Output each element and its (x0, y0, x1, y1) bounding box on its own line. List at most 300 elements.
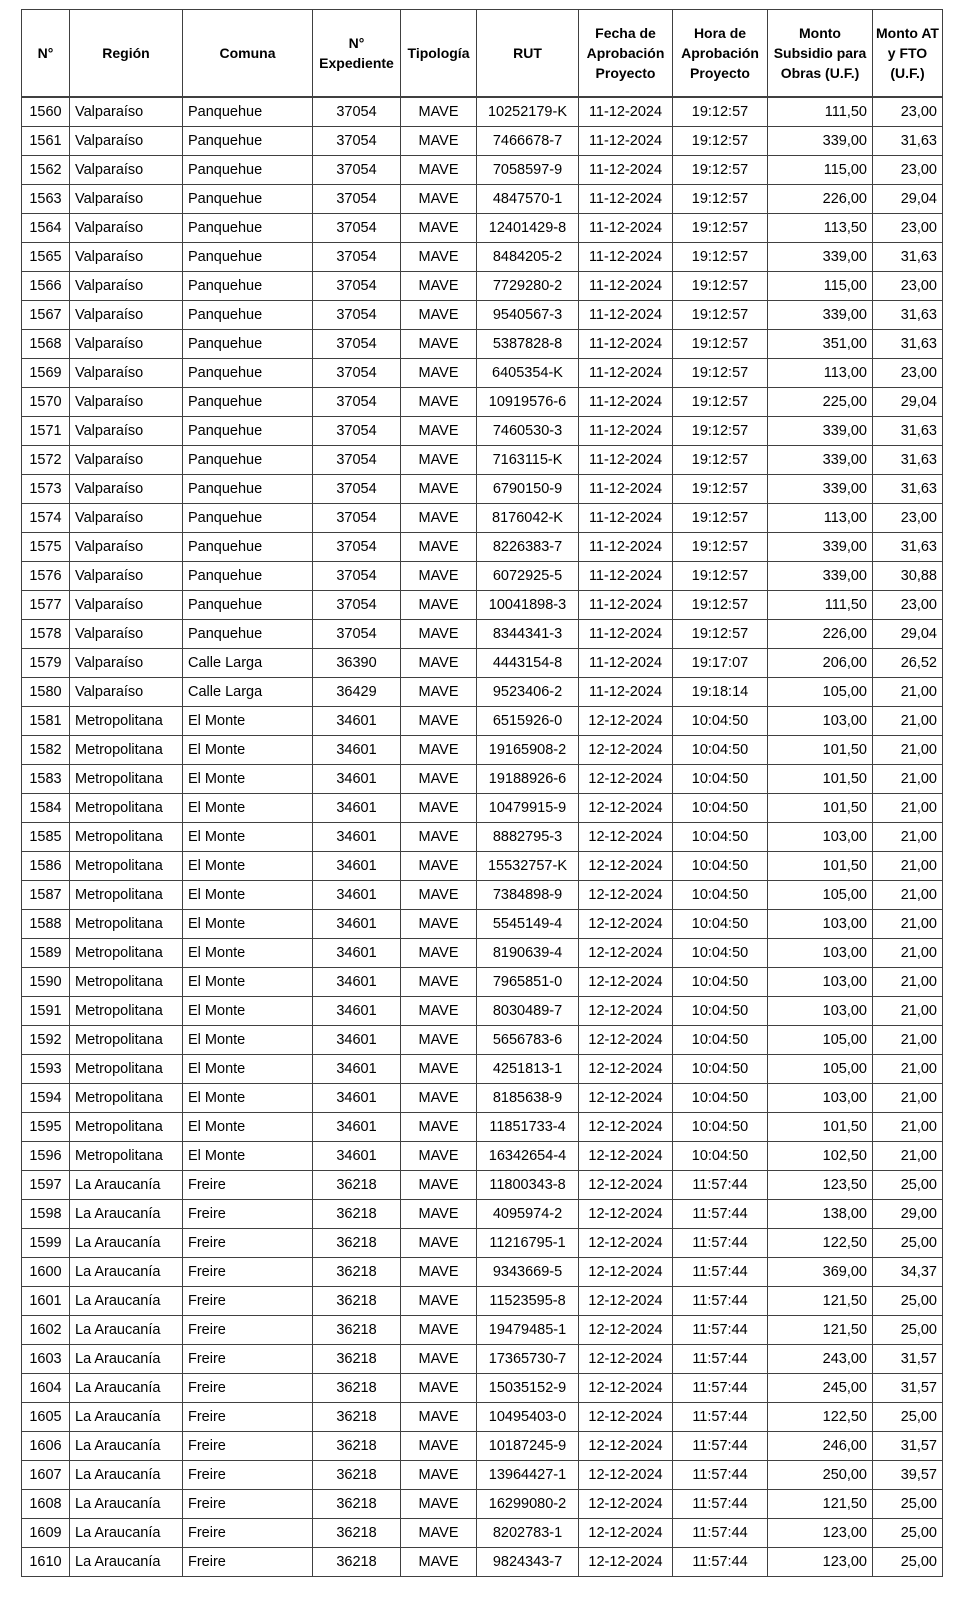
cell-region: Valparaíso (70, 388, 183, 417)
cell-comuna: Freire (183, 1490, 313, 1519)
cell-region: Valparaíso (70, 504, 183, 533)
cell-fecha: 11-12-2024 (579, 533, 673, 562)
cell-n: 1586 (22, 852, 70, 881)
cell-monto-at: 21,00 (873, 707, 943, 736)
cell-n: 1571 (22, 417, 70, 446)
cell-expediente: 37054 (313, 417, 401, 446)
cell-monto-at: 23,00 (873, 156, 943, 185)
cell-hora: 10:04:50 (673, 736, 768, 765)
cell-comuna: Freire (183, 1229, 313, 1258)
cell-hora: 11:57:44 (673, 1548, 768, 1577)
cell-comuna: Freire (183, 1258, 313, 1287)
cell-comuna: Freire (183, 1200, 313, 1229)
cell-expediente: 37054 (313, 388, 401, 417)
cell-tipologia: MAVE (401, 1345, 477, 1374)
cell-rut: 8185638-9 (477, 1084, 579, 1113)
cell-monto-obras: 103,00 (768, 823, 873, 852)
cell-expediente: 36390 (313, 649, 401, 678)
cell-n: 1573 (22, 475, 70, 504)
cell-hora: 11:57:44 (673, 1490, 768, 1519)
cell-fecha: 12-12-2024 (579, 1084, 673, 1113)
cell-tipologia: MAVE (401, 620, 477, 649)
cell-rut: 6790150-9 (477, 475, 579, 504)
cell-hora: 10:04:50 (673, 823, 768, 852)
cell-expediente: 34601 (313, 1142, 401, 1171)
cell-tipologia: MAVE (401, 330, 477, 359)
cell-monto-at: 21,00 (873, 881, 943, 910)
cell-rut: 8030489-7 (477, 997, 579, 1026)
cell-rut: 7729280-2 (477, 272, 579, 301)
cell-hora: 11:57:44 (673, 1229, 768, 1258)
cell-region: Valparaíso (70, 620, 183, 649)
cell-tipologia: MAVE (401, 1229, 477, 1258)
cell-monto-obras: 103,00 (768, 707, 873, 736)
cell-region: Metropolitana (70, 1026, 183, 1055)
cell-monto-obras: 339,00 (768, 475, 873, 504)
cell-tipologia: MAVE (401, 1548, 477, 1577)
cell-n: 1599 (22, 1229, 70, 1258)
table-row (22, 1490, 943, 1519)
cell-fecha: 12-12-2024 (579, 1142, 673, 1171)
table-row (22, 1258, 943, 1287)
cell-fecha: 12-12-2024 (579, 1055, 673, 1084)
cell-tipologia: MAVE (401, 968, 477, 997)
cell-fecha: 12-12-2024 (579, 794, 673, 823)
cell-hora: 11:57:44 (673, 1345, 768, 1374)
cell-tipologia: MAVE (401, 1171, 477, 1200)
cell-tipologia: MAVE (401, 910, 477, 939)
cell-monto-at: 29,00 (873, 1200, 943, 1229)
cell-n: 1601 (22, 1287, 70, 1316)
cell-monto-obras: 339,00 (768, 562, 873, 591)
cell-tipologia: MAVE (401, 1200, 477, 1229)
cell-tipologia: MAVE (401, 1055, 477, 1084)
cell-hora: 10:04:50 (673, 881, 768, 910)
cell-fecha: 11-12-2024 (579, 649, 673, 678)
cell-monto-at: 21,00 (873, 997, 943, 1026)
cell-fecha: 12-12-2024 (579, 1200, 673, 1229)
cell-monto-obras: 102,50 (768, 1142, 873, 1171)
cell-region: Valparaíso (70, 533, 183, 562)
table-row (22, 649, 943, 678)
cell-tipologia: MAVE (401, 678, 477, 707)
cell-region: La Araucanía (70, 1345, 183, 1374)
cell-rut: 19165908-2 (477, 736, 579, 765)
cell-monto-obras: 111,50 (768, 591, 873, 620)
cell-tipologia: MAVE (401, 97, 477, 127)
cell-hora: 11:57:44 (673, 1258, 768, 1287)
cell-fecha: 12-12-2024 (579, 1026, 673, 1055)
cell-hora: 19:12:57 (673, 620, 768, 649)
table-row (22, 997, 943, 1026)
cell-hora: 19:12:57 (673, 562, 768, 591)
cell-n: 1591 (22, 997, 70, 1026)
cell-expediente: 36218 (313, 1374, 401, 1403)
cell-comuna: El Monte (183, 1084, 313, 1113)
cell-hora: 19:12:57 (673, 504, 768, 533)
cell-rut: 5545149-4 (477, 910, 579, 939)
cell-region: Metropolitana (70, 707, 183, 736)
cell-fecha: 12-12-2024 (579, 1403, 673, 1432)
cell-region: La Araucanía (70, 1316, 183, 1345)
cell-n: 1574 (22, 504, 70, 533)
cell-comuna: Calle Larga (183, 678, 313, 707)
cell-comuna: Panquehue (183, 301, 313, 330)
cell-rut: 9343669-5 (477, 1258, 579, 1287)
cell-hora: 10:04:50 (673, 1084, 768, 1113)
cell-comuna: Freire (183, 1519, 313, 1548)
cell-expediente: 37054 (313, 301, 401, 330)
cell-monto-obras: 113,50 (768, 214, 873, 243)
cell-monto-obras: 369,00 (768, 1258, 873, 1287)
table-row (22, 1026, 943, 1055)
cell-hora: 10:04:50 (673, 997, 768, 1026)
cell-rut: 11800343-8 (477, 1171, 579, 1200)
cell-expediente: 36218 (313, 1287, 401, 1316)
cell-expediente: 36218 (313, 1519, 401, 1548)
cell-comuna: Panquehue (183, 533, 313, 562)
table-row (22, 1287, 943, 1316)
cell-hora: 19:12:57 (673, 214, 768, 243)
table-row (22, 533, 943, 562)
cell-monto-obras: 103,00 (768, 910, 873, 939)
cell-monto-obras: 103,00 (768, 939, 873, 968)
cell-hora: 11:57:44 (673, 1171, 768, 1200)
cell-fecha: 12-12-2024 (579, 881, 673, 910)
cell-region: La Araucanía (70, 1548, 183, 1577)
table-row (22, 1142, 943, 1171)
cell-fecha: 12-12-2024 (579, 1171, 673, 1200)
cell-n: 1581 (22, 707, 70, 736)
cell-monto-at: 23,00 (873, 214, 943, 243)
cell-region: Valparaíso (70, 475, 183, 504)
cell-expediente: 34601 (313, 794, 401, 823)
cell-rut: 17365730-7 (477, 1345, 579, 1374)
cell-expediente: 37054 (313, 504, 401, 533)
cell-region: Metropolitana (70, 823, 183, 852)
cell-monto-at: 21,00 (873, 794, 943, 823)
cell-region: Metropolitana (70, 736, 183, 765)
cell-expediente: 34601 (313, 997, 401, 1026)
cell-n: 1560 (22, 97, 70, 127)
cell-monto-obras: 103,00 (768, 1084, 873, 1113)
cell-monto-obras: 113,00 (768, 359, 873, 388)
cell-monto-obras: 123,00 (768, 1519, 873, 1548)
table-row (22, 475, 943, 504)
cell-monto-at: 23,00 (873, 97, 943, 127)
cell-hora: 11:57:44 (673, 1200, 768, 1229)
cell-n: 1561 (22, 127, 70, 156)
cell-rut: 13964427-1 (477, 1461, 579, 1490)
cell-hora: 11:57:44 (673, 1374, 768, 1403)
cell-n: 1604 (22, 1374, 70, 1403)
cell-region: La Araucanía (70, 1461, 183, 1490)
cell-rut: 7163115-K (477, 446, 579, 475)
cell-comuna: El Monte (183, 823, 313, 852)
table-row (22, 620, 943, 649)
cell-comuna: Panquehue (183, 156, 313, 185)
cell-comuna: Panquehue (183, 243, 313, 272)
cell-tipologia: MAVE (401, 939, 477, 968)
cell-n: 1578 (22, 620, 70, 649)
header-n: N° (22, 10, 70, 98)
cell-rut: 11523595-8 (477, 1287, 579, 1316)
cell-tipologia: MAVE (401, 736, 477, 765)
cell-monto-at: 21,00 (873, 736, 943, 765)
table-row (22, 1374, 943, 1403)
cell-comuna: Freire (183, 1345, 313, 1374)
cell-hora: 19:12:57 (673, 388, 768, 417)
cell-monto-obras: 105,00 (768, 881, 873, 910)
cell-expediente: 36218 (313, 1316, 401, 1345)
cell-expediente: 37054 (313, 272, 401, 301)
cell-region: Metropolitana (70, 997, 183, 1026)
cell-region: Valparaíso (70, 243, 183, 272)
cell-comuna: Freire (183, 1403, 313, 1432)
cell-rut: 9540567-3 (477, 301, 579, 330)
cell-monto-at: 21,00 (873, 968, 943, 997)
cell-rut: 9824343-7 (477, 1548, 579, 1577)
cell-comuna: Freire (183, 1287, 313, 1316)
table-row (22, 736, 943, 765)
cell-fecha: 11-12-2024 (579, 388, 673, 417)
cell-monto-at: 31,63 (873, 243, 943, 272)
cell-hora: 19:12:57 (673, 97, 768, 127)
cell-rut: 9523406-2 (477, 678, 579, 707)
cell-comuna: El Monte (183, 939, 313, 968)
cell-monto-at: 25,00 (873, 1171, 943, 1200)
cell-n: 1563 (22, 185, 70, 214)
cell-region: Valparaíso (70, 678, 183, 707)
cell-n: 1590 (22, 968, 70, 997)
cell-fecha: 12-12-2024 (579, 997, 673, 1026)
cell-monto-obras: 101,50 (768, 852, 873, 881)
cell-region: Metropolitana (70, 968, 183, 997)
cell-rut: 8226383-7 (477, 533, 579, 562)
cell-rut: 6515926-0 (477, 707, 579, 736)
cell-comuna: Panquehue (183, 127, 313, 156)
cell-comuna: Panquehue (183, 359, 313, 388)
cell-region: Metropolitana (70, 765, 183, 794)
cell-expediente: 37054 (313, 359, 401, 388)
cell-monto-obras: 115,00 (768, 156, 873, 185)
table-row (22, 97, 943, 127)
cell-comuna: Panquehue (183, 185, 313, 214)
cell-tipologia: MAVE (401, 562, 477, 591)
cell-tipologia: MAVE (401, 214, 477, 243)
cell-expediente: 34601 (313, 1026, 401, 1055)
cell-tipologia: MAVE (401, 881, 477, 910)
cell-n: 1606 (22, 1432, 70, 1461)
cell-expediente: 37054 (313, 562, 401, 591)
cell-fecha: 11-12-2024 (579, 301, 673, 330)
cell-tipologia: MAVE (401, 1490, 477, 1519)
cell-monto-at: 25,00 (873, 1403, 943, 1432)
cell-monto-obras: 339,00 (768, 301, 873, 330)
cell-comuna: El Monte (183, 881, 313, 910)
cell-rut: 6405354-K (477, 359, 579, 388)
cell-tipologia: MAVE (401, 1519, 477, 1548)
cell-region: Metropolitana (70, 1055, 183, 1084)
cell-tipologia: MAVE (401, 1403, 477, 1432)
cell-monto-obras: 115,00 (768, 272, 873, 301)
cell-fecha: 11-12-2024 (579, 591, 673, 620)
cell-region: Valparaíso (70, 272, 183, 301)
cell-region: Valparaíso (70, 359, 183, 388)
cell-region: La Araucanía (70, 1403, 183, 1432)
cell-n: 1607 (22, 1461, 70, 1490)
cell-expediente: 37054 (313, 533, 401, 562)
cell-comuna: El Monte (183, 765, 313, 794)
cell-monto-at: 31,63 (873, 446, 943, 475)
cell-expediente: 37054 (313, 475, 401, 504)
cell-fecha: 12-12-2024 (579, 1432, 673, 1461)
cell-monto-at: 21,00 (873, 1142, 943, 1171)
cell-hora: 19:12:57 (673, 272, 768, 301)
table-row (22, 1113, 943, 1142)
cell-expediente: 34601 (313, 1055, 401, 1084)
cell-comuna: El Monte (183, 1055, 313, 1084)
cell-monto-obras: 111,50 (768, 97, 873, 127)
cell-expediente: 34601 (313, 1113, 401, 1142)
cell-monto-obras: 339,00 (768, 243, 873, 272)
cell-rut: 10495403-0 (477, 1403, 579, 1432)
cell-rut: 16299080-2 (477, 1490, 579, 1519)
table-row (22, 156, 943, 185)
cell-expediente: 37054 (313, 185, 401, 214)
header-tipologia: Tipología (401, 10, 477, 98)
cell-tipologia: MAVE (401, 1084, 477, 1113)
table-row (22, 968, 943, 997)
cell-hora: 19:12:57 (673, 446, 768, 475)
table-row (22, 1519, 943, 1548)
cell-tipologia: MAVE (401, 127, 477, 156)
cell-comuna: El Monte (183, 1113, 313, 1142)
cell-monto-at: 31,63 (873, 475, 943, 504)
cell-comuna: Panquehue (183, 620, 313, 649)
cell-n: 1605 (22, 1403, 70, 1432)
cell-n: 1588 (22, 910, 70, 939)
cell-comuna: El Monte (183, 852, 313, 881)
cell-hora: 19:12:57 (673, 243, 768, 272)
cell-n: 1602 (22, 1316, 70, 1345)
cell-monto-at: 31,57 (873, 1345, 943, 1374)
header-monto-at: Monto AT y FTO (U.F.) (873, 10, 943, 98)
cell-region: La Araucanía (70, 1490, 183, 1519)
cell-hora: 11:57:44 (673, 1461, 768, 1490)
cell-region: Valparaíso (70, 301, 183, 330)
cell-tipologia: MAVE (401, 504, 477, 533)
cell-comuna: El Monte (183, 794, 313, 823)
cell-fecha: 11-12-2024 (579, 562, 673, 591)
cell-monto-at: 26,52 (873, 649, 943, 678)
cell-monto-obras: 225,00 (768, 388, 873, 417)
cell-n: 1567 (22, 301, 70, 330)
cell-expediente: 37054 (313, 330, 401, 359)
cell-fecha: 12-12-2024 (579, 1229, 673, 1258)
cell-monto-at: 21,00 (873, 852, 943, 881)
cell-hora: 19:18:14 (673, 678, 768, 707)
table-row (22, 1171, 943, 1200)
table-row (22, 388, 943, 417)
cell-monto-obras: 206,00 (768, 649, 873, 678)
cell-monto-at: 31,63 (873, 301, 943, 330)
cell-tipologia: MAVE (401, 707, 477, 736)
cell-n: 1579 (22, 649, 70, 678)
cell-expediente: 36429 (313, 678, 401, 707)
cell-tipologia: MAVE (401, 446, 477, 475)
cell-monto-at: 21,00 (873, 1084, 943, 1113)
cell-monto-obras: 122,50 (768, 1229, 873, 1258)
cell-rut: 8484205-2 (477, 243, 579, 272)
cell-rut: 15035152-9 (477, 1374, 579, 1403)
header-row (22, 10, 943, 98)
cell-fecha: 11-12-2024 (579, 214, 673, 243)
cell-expediente: 36218 (313, 1432, 401, 1461)
cell-rut: 10187245-9 (477, 1432, 579, 1461)
cell-fecha: 11-12-2024 (579, 97, 673, 127)
cell-comuna: Panquehue (183, 330, 313, 359)
cell-monto-at: 21,00 (873, 939, 943, 968)
cell-tipologia: MAVE (401, 765, 477, 794)
cell-comuna: Panquehue (183, 446, 313, 475)
cell-expediente: 34601 (313, 910, 401, 939)
cell-monto-obras: 339,00 (768, 127, 873, 156)
cell-expediente: 37054 (313, 243, 401, 272)
table-row (22, 823, 943, 852)
table-row (22, 330, 943, 359)
cell-tipologia: MAVE (401, 1113, 477, 1142)
cell-expediente: 34601 (313, 1084, 401, 1113)
cell-tipologia: MAVE (401, 1258, 477, 1287)
cell-expediente: 36218 (313, 1548, 401, 1577)
table-row (22, 1055, 943, 1084)
cell-comuna: El Monte (183, 1142, 313, 1171)
cell-hora: 10:04:50 (673, 1113, 768, 1142)
cell-rut: 4847570-1 (477, 185, 579, 214)
cell-tipologia: MAVE (401, 997, 477, 1026)
cell-rut: 7460530-3 (477, 417, 579, 446)
cell-n: 1576 (22, 562, 70, 591)
cell-monto-at: 21,00 (873, 678, 943, 707)
cell-n: 1608 (22, 1490, 70, 1519)
cell-region: La Araucanía (70, 1258, 183, 1287)
cell-tipologia: MAVE (401, 1026, 477, 1055)
table-row (22, 243, 943, 272)
cell-monto-obras: 121,50 (768, 1490, 873, 1519)
cell-monto-obras: 101,50 (768, 765, 873, 794)
cell-expediente: 34601 (313, 707, 401, 736)
cell-monto-at: 29,04 (873, 388, 943, 417)
cell-rut: 7466678-7 (477, 127, 579, 156)
cell-comuna: Panquehue (183, 591, 313, 620)
header-fecha: Fecha de Aprobación Proyecto (579, 10, 673, 98)
cell-monto-at: 31,63 (873, 533, 943, 562)
cell-comuna: Freire (183, 1374, 313, 1403)
cell-n: 1584 (22, 794, 70, 823)
cell-tipologia: MAVE (401, 417, 477, 446)
cell-hora: 19:12:57 (673, 417, 768, 446)
cell-hora: 10:04:50 (673, 1026, 768, 1055)
cell-tipologia: MAVE (401, 301, 477, 330)
cell-fecha: 12-12-2024 (579, 1548, 673, 1577)
cell-comuna: Freire (183, 1432, 313, 1461)
cell-monto-obras: 243,00 (768, 1345, 873, 1374)
cell-rut: 11216795-1 (477, 1229, 579, 1258)
table-row (22, 446, 943, 475)
cell-region: La Araucanía (70, 1519, 183, 1548)
table-row (22, 1084, 943, 1113)
